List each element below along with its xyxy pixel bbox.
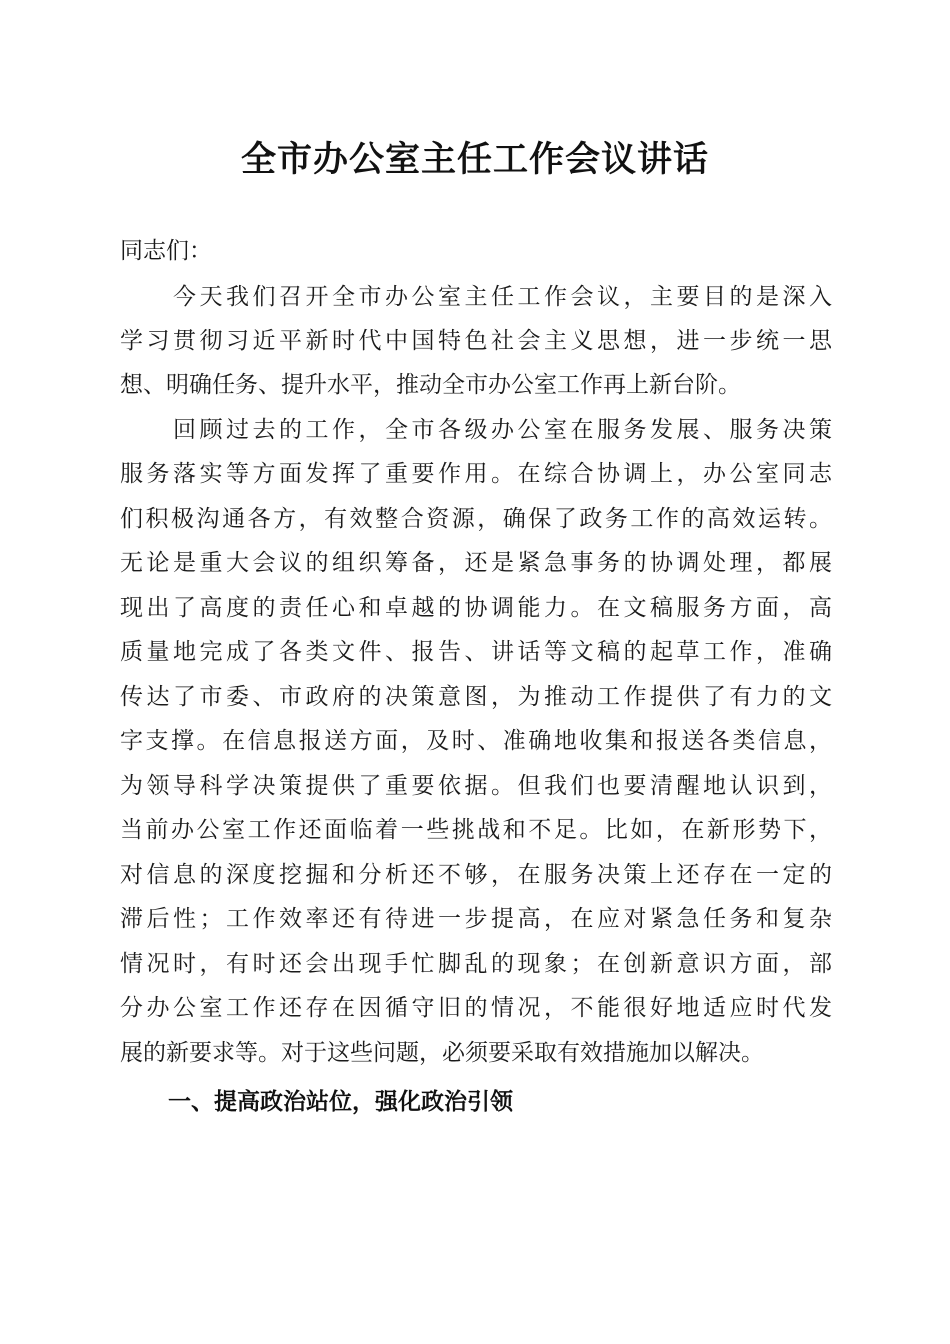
document-title: 全市办公室主任工作会议讲话 — [240, 140, 709, 180]
paragraph-line: 今天我们召开全市办公室主任工作会议，主要目的是深入 — [120, 284, 832, 310]
paragraph-line: 无论是重大会议的组织筹备，还是紧急事务的协调处理，都展 — [120, 550, 832, 576]
paragraph-line: 传达了市委、市政府的决策意图，为推动工作提供了有力的文 — [120, 684, 832, 710]
paragraph-line: 学习贯彻习近平新时代中国特色社会主义思想，进一步统一思 — [120, 328, 832, 354]
paragraph-line: 滞后性；工作效率还有待进一步提高，在应对紧急任务和复杂 — [120, 906, 832, 932]
paragraph-line: 们积极沟通各方，有效整合资源，确保了政务工作的高效运转。 — [120, 506, 832, 532]
paragraph-line: 想、明确任务、提升水平，推动全市办公室工作再上新台阶。 — [120, 372, 741, 398]
paragraph-line: 服务落实等方面发挥了重要作用。在综合协调上，办公室同志 — [120, 461, 832, 487]
paragraph-line: 质量地完成了各类文件、报告、讲话等文稿的起草工作，准确 — [120, 639, 832, 665]
paragraph-line: 对信息的深度挖掘和分析还不够，在服务决策上还存在一定的 — [120, 862, 832, 888]
paragraph-line: 现出了高度的责任心和卓越的协调能力。在文稿服务方面，高 — [120, 595, 832, 621]
paragraph-line: 情况时，有时还会出现手忙脚乱的现象；在创新意识方面，部 — [120, 951, 832, 977]
paragraph-line: 当前办公室工作还面临着一些挑战和不足。比如，在新形势下， — [120, 817, 832, 843]
paragraph-line: 展的新要求等。对于这些问题，必须要采取有效措施加以解决。 — [120, 1040, 764, 1066]
salutation: 同志们： — [120, 238, 212, 264]
paragraph-line: 字支撑。在信息报送方面，及时、准确地收集和报送各类信息， — [120, 728, 832, 754]
section-heading: 一、提高政治站位，强化政治引领 — [168, 1089, 513, 1115]
paragraph-line: 分办公室工作还存在因循守旧的情况，不能很好地适应时代发 — [120, 995, 832, 1021]
paragraph-line: 回顾过去的工作，全市各级办公室在服务发展、服务决策 — [120, 417, 832, 443]
paragraph-line: 为领导科学决策提供了重要依据。但我们也要清醒地认识到， — [120, 773, 832, 799]
